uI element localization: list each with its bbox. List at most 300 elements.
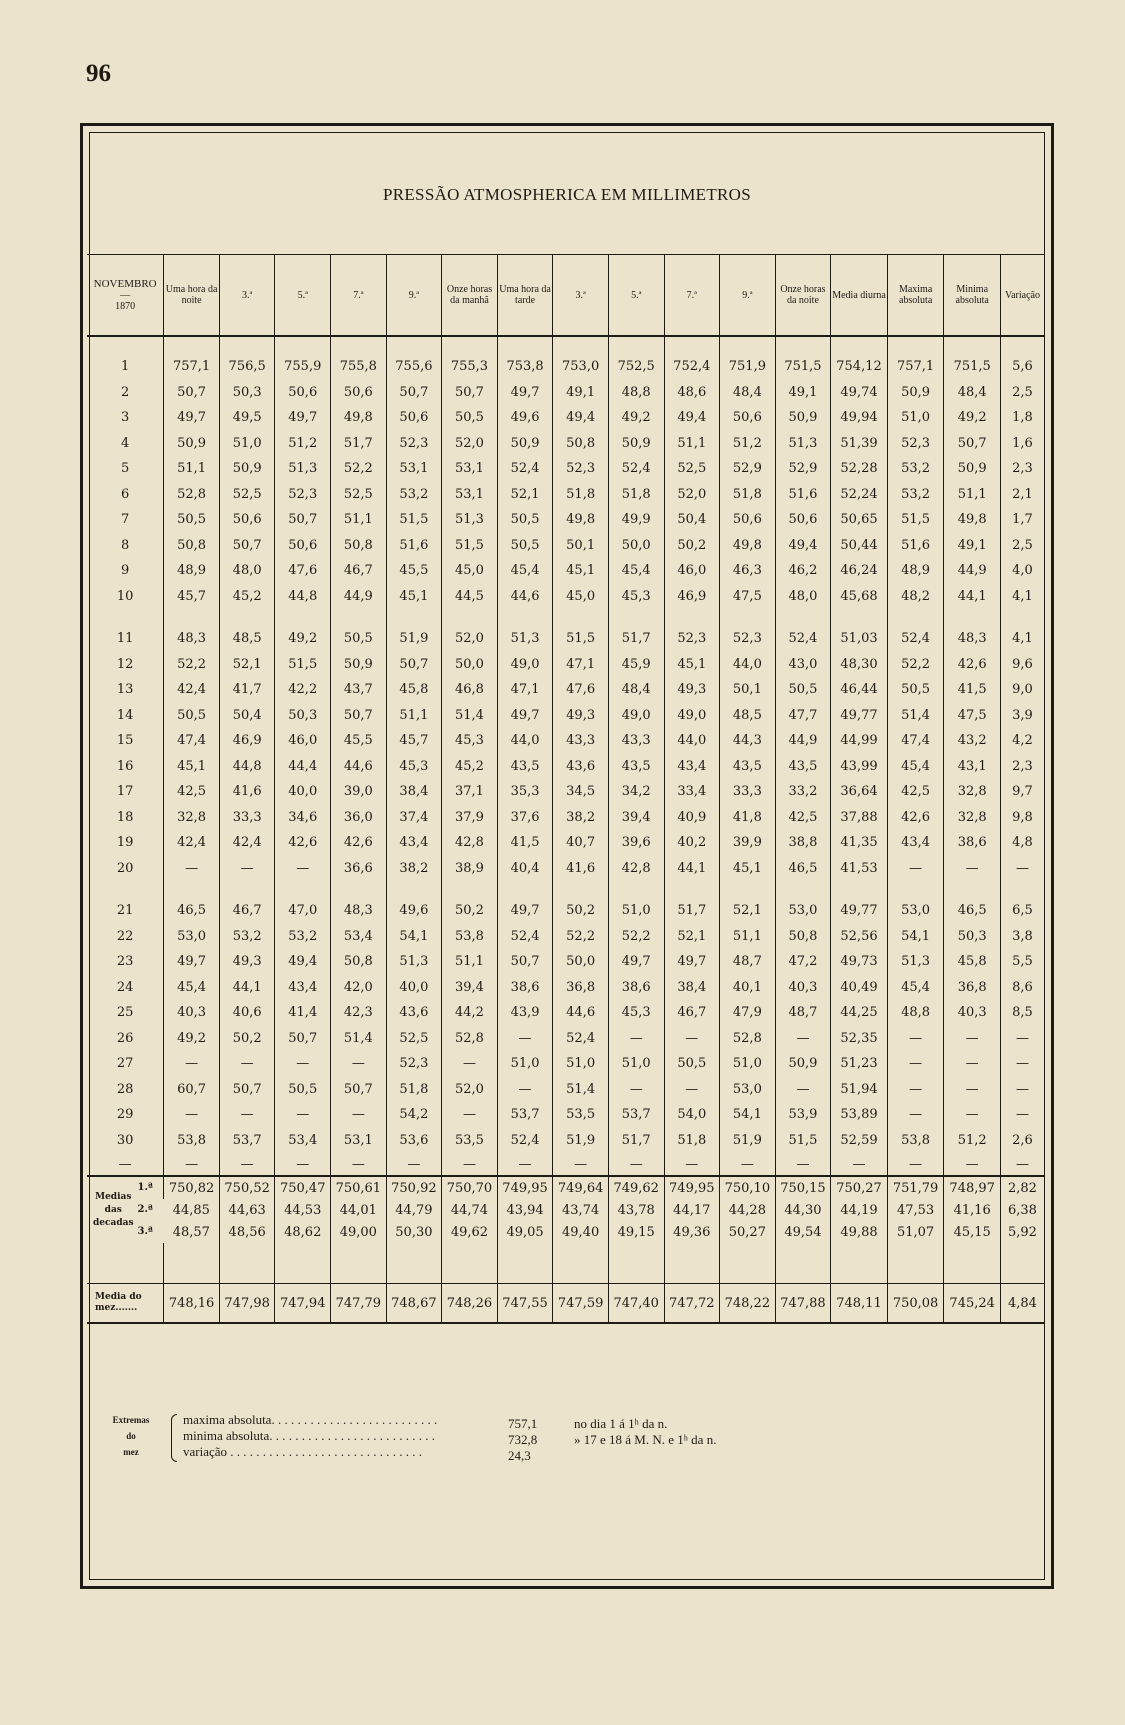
value-cell: 54,2	[386, 1102, 442, 1128]
value-cell: 51,1	[944, 482, 1001, 508]
value-cell: 50,5	[497, 533, 553, 559]
value-cell: 45,3	[608, 584, 664, 610]
day-cell: 6	[121, 486, 130, 502]
value-cell: 47,0	[275, 898, 331, 924]
decade-value-cell: 44,85	[172, 1202, 210, 1218]
spacer-cell	[887, 336, 944, 354]
value-cell: 52,24	[831, 482, 888, 508]
value-cell: 52,8	[442, 1026, 498, 1052]
value-cell: 44,0	[720, 652, 776, 678]
spacer-cell	[553, 336, 609, 354]
spacer-cell	[442, 336, 498, 354]
value-cell: 38,6	[944, 830, 1001, 856]
value-cell: 48,5	[720, 703, 776, 729]
value-cell: 37,1	[442, 779, 498, 805]
spacer-cell	[553, 609, 609, 626]
value-cell: 50,65	[831, 507, 888, 533]
value-cell: 50,3	[944, 924, 1001, 950]
value-cell: 46,2	[775, 558, 831, 584]
value-cell: 52,5	[219, 482, 275, 508]
value-cell: 43,4	[887, 830, 944, 856]
value-cell: 42,6	[331, 830, 387, 856]
value-cell: 38,9	[442, 856, 498, 882]
value-cell: 42,2	[275, 677, 331, 703]
value-cell: 53,7	[608, 1102, 664, 1128]
value-cell: 53,5	[553, 1102, 609, 1128]
value-cell: 32,8	[944, 779, 1001, 805]
value-cell: 49,6	[386, 898, 442, 924]
value-cell: 49,7	[664, 949, 720, 975]
value-cell: 44,0	[497, 728, 553, 754]
value-cell: 50,9	[775, 405, 831, 431]
value-cell: —	[164, 856, 220, 882]
decade-value-cell: 48,57	[172, 1224, 210, 1240]
value-cell: 43,4	[386, 830, 442, 856]
day-cell: 10	[116, 588, 134, 604]
month-mean-value: 747,59	[553, 1284, 609, 1324]
value-cell: 50,9	[219, 456, 275, 482]
value-cell: 50,5	[442, 405, 498, 431]
value-cell: 32,8	[164, 805, 220, 831]
value-cell: 46,7	[664, 1000, 720, 1026]
value-cell: 37,6	[497, 805, 553, 831]
value-cell: 50,5	[775, 677, 831, 703]
value-cell: 53,0	[720, 1077, 776, 1103]
value-cell: 43,5	[720, 754, 776, 780]
value-cell: 9,0	[1000, 677, 1044, 703]
value-cell: 46,5	[944, 898, 1001, 924]
decade-label-cell: Medias das decadas 1.ª 2.ª 3.ª	[87, 1176, 164, 1243]
value-cell: 51,94	[831, 1077, 888, 1103]
value-cell: 51,39	[831, 431, 888, 457]
value-cell: 51,0	[887, 405, 944, 431]
value-cell: 43,1	[944, 754, 1001, 780]
month-mean-value: 747,98	[219, 1284, 275, 1324]
value-cell: —	[944, 1026, 1001, 1052]
spacer-row	[87, 336, 1044, 354]
decade-value-cell: 44,30	[775, 1199, 831, 1221]
value-cell: 49,9	[608, 507, 664, 533]
month-mean-value: 750,08	[887, 1284, 944, 1324]
spacer-cell	[664, 1243, 720, 1284]
value-cell: 48,0	[775, 584, 831, 610]
value-cell: 51,3	[275, 456, 331, 482]
value-cell: 51,23	[831, 1051, 888, 1077]
value-cell: 43,99	[831, 754, 888, 780]
value-cell: 1,6	[1000, 431, 1044, 457]
value-cell: 52,3	[386, 431, 442, 457]
value-cell: 52,4	[887, 626, 944, 652]
spacer-row	[87, 881, 1044, 898]
value-cell: 48,4	[720, 380, 776, 406]
decade-value-cell: 5,92	[1000, 1221, 1044, 1243]
table-row	[87, 1077, 1044, 1103]
value-cell: 49,7	[164, 949, 220, 975]
value-cell: —	[775, 1026, 831, 1052]
decade-value-cell: 48,56	[219, 1221, 275, 1243]
value-cell: 41,6	[219, 779, 275, 805]
value-cell: 33,2	[775, 779, 831, 805]
spacer-cell	[331, 336, 387, 354]
value-cell: 45,8	[944, 949, 1001, 975]
spacer-cell	[775, 881, 831, 898]
value-cell: 53,4	[331, 924, 387, 950]
value-cell: 756,5	[219, 354, 275, 380]
spacer-cell	[775, 1243, 831, 1284]
value-cell: 43,3	[553, 728, 609, 754]
value-cell: 52,3	[664, 626, 720, 652]
value-cell: 50,7	[442, 380, 498, 406]
value-cell: 46,5	[775, 856, 831, 882]
extremes-row-max: maxima absoluta. . . . . . . . . . . . . . . . . . . . . . . . . . 757,1 no dia 1 á 1ʰ da n.	[183, 1412, 668, 1431]
value-cell: 38,4	[386, 779, 442, 805]
value-cell: 52,9	[720, 456, 776, 482]
day-cell: 21	[116, 903, 134, 919]
value-cell: 51,3	[386, 949, 442, 975]
day-cell: 28	[116, 1081, 134, 1097]
spacer-cell	[275, 609, 331, 626]
decade-value-cell: 6,38	[1000, 1199, 1044, 1221]
value-cell: 46,24	[831, 558, 888, 584]
value-cell: 40,4	[497, 856, 553, 882]
header-month: NOVEMBRO — 1870	[93, 277, 157, 312]
value-cell: 52,35	[831, 1026, 888, 1052]
value-cell: 43,5	[608, 754, 664, 780]
value-cell: —	[219, 1051, 275, 1077]
decade-value-cell: 44,63	[219, 1199, 275, 1221]
value-cell: 44,5	[442, 584, 498, 610]
value-cell: —	[164, 1051, 220, 1077]
value-cell: 52,8	[720, 1026, 776, 1052]
value-cell: 50,1	[553, 533, 609, 559]
value-cell: 44,8	[275, 584, 331, 610]
value-cell: 51,6	[775, 482, 831, 508]
value-cell: 43,0	[775, 652, 831, 678]
header-col: Onze horas da noite	[775, 255, 831, 337]
dash-cell: —	[386, 1153, 442, 1176]
value-cell: 43,4	[275, 975, 331, 1001]
value-cell: —	[775, 1077, 831, 1103]
value-cell: 49,4	[664, 405, 720, 431]
decade-value-cell: 49,15	[608, 1221, 664, 1243]
value-cell: 45,1	[720, 856, 776, 882]
value-cell: —	[1000, 1102, 1044, 1128]
header-col: 7.ª	[664, 255, 720, 337]
value-cell: —	[887, 1051, 944, 1077]
value-cell: 49,7	[608, 949, 664, 975]
value-cell: 1,7	[1000, 507, 1044, 533]
value-cell: 50,2	[219, 1026, 275, 1052]
spacer-cell	[1000, 881, 1044, 898]
value-cell: 50,9	[775, 1051, 831, 1077]
value-cell: 45,7	[164, 584, 220, 610]
value-cell: 53,0	[887, 898, 944, 924]
value-cell: 47,7	[775, 703, 831, 729]
day-cell: 17	[116, 784, 134, 800]
spacer-cell	[87, 609, 164, 626]
value-cell: 50,7	[386, 652, 442, 678]
day-cell: 15	[116, 733, 134, 749]
spacer-cell	[664, 881, 720, 898]
value-cell: 50,8	[553, 431, 609, 457]
day-cell: 11	[116, 631, 134, 647]
dash-cell: —	[497, 1153, 553, 1176]
value-cell: 52,9	[775, 456, 831, 482]
value-cell: 37,9	[442, 805, 498, 831]
value-cell: 50,7	[944, 431, 1001, 457]
value-cell: —	[887, 856, 944, 882]
day-cell: 25	[116, 1005, 134, 1021]
table-row	[87, 507, 1044, 533]
value-cell: 52,2	[331, 456, 387, 482]
decade-value-cell: 49,36	[664, 1221, 720, 1243]
value-cell: 751,5	[775, 354, 831, 380]
spacer-cell	[219, 609, 275, 626]
dash-cell: —	[118, 1156, 132, 1172]
value-cell: 46,9	[664, 584, 720, 610]
value-cell: 43,6	[553, 754, 609, 780]
value-cell: 42,5	[164, 779, 220, 805]
value-cell: 45,4	[164, 975, 220, 1001]
table-row	[87, 380, 1044, 406]
month-mean-value: 747,55	[497, 1284, 553, 1324]
spacer-cell	[219, 1243, 275, 1284]
value-cell: 51,7	[608, 626, 664, 652]
month-mean-value: 748,67	[386, 1284, 442, 1324]
table-row	[87, 1128, 1044, 1154]
value-cell: 39,0	[331, 779, 387, 805]
value-cell: 43,5	[497, 754, 553, 780]
value-cell: 51,7	[664, 898, 720, 924]
value-cell: 39,9	[720, 830, 776, 856]
value-cell: 40,49	[831, 975, 888, 1001]
value-cell: 53,1	[442, 456, 498, 482]
decade-value-cell: 750,47	[275, 1176, 331, 1199]
value-cell: 51,4	[442, 703, 498, 729]
value-cell: 52,3	[386, 1051, 442, 1077]
decade-value-cell: 750,61	[331, 1176, 387, 1199]
value-cell: 42,5	[887, 779, 944, 805]
dash-cell: —	[164, 1153, 220, 1176]
dash-row	[87, 1153, 1044, 1176]
spacer-cell	[720, 881, 776, 898]
day-cell: 3	[121, 410, 130, 426]
value-cell: 47,5	[720, 584, 776, 610]
value-cell: 48,7	[775, 1000, 831, 1026]
decade-value-cell: 748,97	[944, 1176, 1001, 1199]
value-cell: 51,03	[831, 626, 888, 652]
value-cell: 4,8	[1000, 830, 1044, 856]
value-cell: 40,3	[944, 1000, 1001, 1026]
value-cell: 42,6	[944, 652, 1001, 678]
decade-row	[87, 1176, 1044, 1199]
header-col: 5.ª	[275, 255, 331, 337]
spacer-cell	[1000, 609, 1044, 626]
value-cell: 50,6	[275, 533, 331, 559]
value-cell: 51,9	[720, 1128, 776, 1154]
spacer-cell	[497, 1243, 553, 1284]
value-cell: 51,9	[386, 626, 442, 652]
value-cell: 51,4	[553, 1077, 609, 1103]
decade-value-cell: 750,27	[831, 1176, 888, 1199]
value-cell: 50,9	[331, 652, 387, 678]
value-cell: 8,5	[1000, 1000, 1044, 1026]
table-row	[87, 584, 1044, 610]
day-cell: 4	[121, 435, 130, 451]
value-cell: 52,2	[553, 924, 609, 950]
value-cell: 48,8	[887, 1000, 944, 1026]
value-cell: 50,1	[720, 677, 776, 703]
value-cell: 43,7	[331, 677, 387, 703]
value-cell: 38,6	[497, 975, 553, 1001]
value-cell: 49,3	[664, 677, 720, 703]
value-cell: 43,4	[664, 754, 720, 780]
value-cell: 47,9	[720, 1000, 776, 1026]
value-cell: —	[219, 856, 275, 882]
spacer-cell	[608, 881, 664, 898]
value-cell: 52,3	[720, 626, 776, 652]
value-cell: 45,7	[386, 728, 442, 754]
value-cell: 50,7	[331, 1077, 387, 1103]
value-cell: 42,4	[164, 830, 220, 856]
value-cell: 45,1	[386, 584, 442, 610]
value-cell: 4,2	[1000, 728, 1044, 754]
value-cell: 50,0	[442, 652, 498, 678]
value-cell: 34,2	[608, 779, 664, 805]
decade-value-cell: 43,74	[553, 1199, 609, 1221]
value-cell: 43,9	[497, 1000, 553, 1026]
value-cell: 34,5	[553, 779, 609, 805]
spacer-cell	[497, 336, 553, 354]
value-cell: 45,4	[608, 558, 664, 584]
decade-value-cell: 49,54	[775, 1221, 831, 1243]
day-cell: 23	[116, 954, 134, 970]
header-col: Onze horas da manhã	[442, 255, 498, 337]
value-cell: 36,8	[553, 975, 609, 1001]
spacer-cell	[831, 881, 888, 898]
spacer-cell	[1000, 1243, 1044, 1284]
value-cell: 53,2	[386, 482, 442, 508]
day-cell: 9	[121, 563, 130, 579]
value-cell: 46,5	[164, 898, 220, 924]
dash-cell: —	[608, 1153, 664, 1176]
value-cell: 48,7	[720, 949, 776, 975]
table-row	[87, 626, 1044, 652]
value-cell: 47,1	[497, 677, 553, 703]
day-cell: 2	[121, 384, 130, 400]
decade-value-cell: 49,62	[442, 1221, 498, 1243]
day-cell: 8	[121, 537, 130, 553]
value-cell: 46,0	[275, 728, 331, 754]
table-row	[87, 856, 1044, 882]
value-cell: 49,4	[775, 533, 831, 559]
value-cell: 51,9	[553, 1128, 609, 1154]
page-number: 96	[86, 60, 111, 87]
value-cell: 5,5	[1000, 949, 1044, 975]
value-cell: 54,0	[664, 1102, 720, 1128]
value-cell: 53,8	[887, 1128, 944, 1154]
value-cell: —	[944, 1051, 1001, 1077]
value-cell: 41,35	[831, 830, 888, 856]
value-cell: 52,4	[497, 1128, 553, 1154]
value-cell: 42,0	[331, 975, 387, 1001]
value-cell: 43,5	[775, 754, 831, 780]
value-cell: 47,6	[275, 558, 331, 584]
day-cell: 12	[116, 656, 134, 672]
spacer-cell	[775, 609, 831, 626]
value-cell: 753,8	[497, 354, 553, 380]
table-row	[87, 354, 1044, 380]
value-cell: 50,9	[887, 380, 944, 406]
value-cell: 50,5	[164, 507, 220, 533]
month-mean-value: 748,26	[442, 1284, 498, 1324]
spacer-cell	[944, 336, 1001, 354]
value-cell: 51,0	[219, 431, 275, 457]
value-cell: 52,4	[497, 456, 553, 482]
decade-value-cell: 749,95	[664, 1176, 720, 1199]
value-cell: 51,8	[386, 1077, 442, 1103]
value-cell: 40,0	[275, 779, 331, 805]
value-cell: 49,2	[275, 626, 331, 652]
value-cell: 2,3	[1000, 456, 1044, 482]
value-cell: 40,6	[219, 1000, 275, 1026]
value-cell: —	[442, 1051, 498, 1077]
value-cell: 50,5	[275, 1077, 331, 1103]
day-cell: 24	[116, 979, 134, 995]
value-cell: 50,6	[720, 405, 776, 431]
value-cell: 42,8	[442, 830, 498, 856]
value-cell: 36,6	[331, 856, 387, 882]
value-cell: 44,1	[944, 584, 1001, 610]
value-cell: 47,2	[775, 949, 831, 975]
value-cell: 49,74	[831, 380, 888, 406]
value-cell: 52,0	[664, 482, 720, 508]
value-cell: 50,2	[664, 533, 720, 559]
value-cell: 46,3	[720, 558, 776, 584]
value-cell: 50,9	[944, 456, 1001, 482]
value-cell: 52,5	[386, 1026, 442, 1052]
value-cell: 50,0	[553, 949, 609, 975]
value-cell: 51,5	[275, 652, 331, 678]
value-cell: 50,6	[219, 507, 275, 533]
value-cell: 52,1	[664, 924, 720, 950]
value-cell: 51,4	[887, 703, 944, 729]
day-cell: 16	[116, 758, 134, 774]
value-cell: 49,77	[831, 703, 888, 729]
value-cell: 49,3	[553, 703, 609, 729]
value-cell: 755,3	[442, 354, 498, 380]
table-row	[87, 1051, 1044, 1077]
value-cell: 36,8	[944, 975, 1001, 1001]
pressure-table	[87, 254, 1044, 1324]
value-cell: —	[497, 1077, 553, 1103]
value-cell: 2,1	[1000, 482, 1044, 508]
value-cell: 50,9	[608, 431, 664, 457]
header-col: Uma hora da tarde	[497, 255, 553, 337]
day-cell: 13	[116, 682, 134, 698]
value-cell: 50,7	[275, 507, 331, 533]
value-cell: 45,8	[386, 677, 442, 703]
table-row	[87, 949, 1044, 975]
month-mean-value: 747,72	[664, 1284, 720, 1324]
value-cell: 41,8	[720, 805, 776, 831]
value-cell: 49,77	[831, 898, 888, 924]
value-cell: 46,0	[664, 558, 720, 584]
month-mean-value: 748,11	[831, 1284, 888, 1324]
value-cell: 52,0	[442, 1077, 498, 1103]
value-cell: 52,3	[553, 456, 609, 482]
value-cell: 51,8	[664, 1128, 720, 1154]
